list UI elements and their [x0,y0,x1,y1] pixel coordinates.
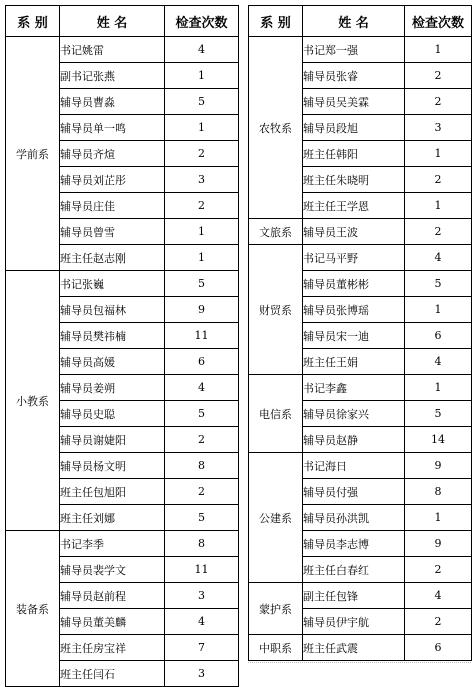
inspection-count-cell: 1 [405,505,472,531]
inspection-count-cell: 11 [165,323,239,349]
inspection-count-cell: 6 [165,349,239,375]
person-name-cell: 辅导员樊祎楠 [60,323,165,349]
inspection-count-cell: 4 [165,609,239,635]
person-name-cell: 辅导员谢婕阳 [60,427,165,453]
header-count: 检查次数 [405,6,472,37]
table-row [6,531,239,557]
inspection-count-cell: 1 [405,141,472,167]
inspection-count-cell: 1 [405,37,472,63]
inspection-count-cell: 2 [405,219,472,245]
inspection-count-cell: 1 [165,219,239,245]
person-name-cell: 辅导员张睿 [303,63,405,89]
inspection-count-cell: 3 [405,115,472,141]
dept-cell: 文旅系 [249,219,303,245]
inspection-count-cell: 4 [405,245,472,271]
table-row [249,219,472,245]
inspection-count-cell: 3 [165,583,239,609]
inspection-count-cell: 2 [405,167,472,193]
person-name-cell: 书记张巍 [60,271,165,297]
table-row [249,583,472,609]
left-table-body [6,37,239,687]
inspection-count-cell: 9 [405,453,472,479]
table-row [249,245,472,271]
header-name: 姓 名 [60,6,165,37]
inspection-count-cell: 5 [165,401,239,427]
person-name-cell: 班主任包旭阳 [60,479,165,505]
inspection-count-cell: 4 [405,583,472,609]
table-gap-divider [248,662,471,663]
person-name-cell: 辅导员伊宇航 [303,609,405,635]
inspection-count-cell: 2 [405,63,472,89]
inspection-count-cell: 4 [405,349,472,375]
person-name-cell: 书记马平野 [303,245,405,271]
inspection-count-cell: 2 [405,609,472,635]
inspection-count-cell: 2 [165,479,239,505]
right-table-body [249,37,472,661]
dept-cell: 公建系 [249,453,303,583]
inspection-count-cell: 5 [405,271,472,297]
person-name-cell: 辅导员王波 [303,219,405,245]
inspection-count-cell: 5 [165,89,239,115]
person-name-cell: 辅导员吴美霖 [303,89,405,115]
person-name-cell: 辅导员段旭 [303,115,405,141]
person-name-cell: 书记姚雷 [60,37,165,63]
person-name-cell: 书记海日 [303,453,405,479]
person-name-cell: 班主任闫石 [60,661,165,687]
person-name-cell: 班主任武震 [303,635,405,661]
table-row [249,375,472,401]
inspection-count-cell: 2 [405,557,472,583]
person-name-cell: 辅导员单一鸣 [60,115,165,141]
person-name-cell: 副主任包锋 [303,583,405,609]
table-row [249,635,472,661]
person-name-cell: 辅导员赵前程 [60,583,165,609]
inspection-count-cell: 8 [165,453,239,479]
inspection-count-cell: 5 [165,505,239,531]
person-name-cell: 辅导员孙洪凯 [303,505,405,531]
person-name-cell: 辅导员庄佳 [60,193,165,219]
inspection-count-cell: 5 [405,401,472,427]
person-name-cell: 班主任房宝祥 [60,635,165,661]
dept-cell: 电信系 [249,375,303,453]
header-row [6,6,239,37]
inspection-count-cell: 3 [165,167,239,193]
person-name-cell: 辅导员徐家兴 [303,401,405,427]
inspection-count-cell: 5 [165,271,239,297]
dept-cell: 中职系 [249,635,303,661]
person-name-cell: 班主任白春红 [303,557,405,583]
person-name-cell: 辅导员董彬彬 [303,271,405,297]
inspection-count-cell: 8 [405,479,472,505]
inspection-count-cell: 7 [165,635,239,661]
person-name-cell: 辅导员齐煊 [60,141,165,167]
inspection-count-cell: 1 [165,245,239,271]
inspection-count-cell: 6 [405,323,472,349]
inspection-count-cell: 4 [165,375,239,401]
inspection-count-cell: 2 [165,193,239,219]
person-name-cell: 班主任朱晓明 [303,167,405,193]
header-name: 姓 名 [303,6,405,37]
table-row [6,271,239,297]
inspection-count-cell: 2 [165,427,239,453]
person-name-cell: 辅导员赵静 [303,427,405,453]
person-name-cell: 辅导员刘芷彤 [60,167,165,193]
table-row [249,37,472,63]
person-name-cell: 书记郑一强 [303,37,405,63]
table-row [249,453,472,479]
inspection-count-cell: 1 [405,297,472,323]
inspection-count-cell: 6 [405,635,472,661]
left-inspection-table [5,5,239,687]
person-name-cell: 书记李季 [60,531,165,557]
dept-cell: 学前系 [6,37,60,271]
person-name-cell: 辅导员李志博 [303,531,405,557]
inspection-count-cell: 9 [165,297,239,323]
table-row [6,37,239,63]
person-name-cell: 辅导员曾雪 [60,219,165,245]
inspection-count-cell: 1 [165,115,239,141]
inspection-count-cell: 2 [405,89,472,115]
inspection-count-cell: 11 [165,557,239,583]
person-name-cell: 辅导员宋一迪 [303,323,405,349]
dept-cell: 小教系 [6,271,60,531]
inspection-count-cell: 2 [165,141,239,167]
inspection-count-cell: 9 [405,531,472,557]
inspection-count-cell: 1 [405,375,472,401]
person-name-cell: 辅导员姜朔 [60,375,165,401]
right-inspection-table [248,5,472,661]
person-name-cell: 辅导员董美麟 [60,609,165,635]
person-name-cell: 班主任王娟 [303,349,405,375]
person-name-cell: 班主任赵志刚 [60,245,165,271]
person-name-cell: 班主任韩阳 [303,141,405,167]
person-name-cell: 辅导员裴学文 [60,557,165,583]
header-row [249,6,472,37]
person-name-cell: 副书记张燕 [60,63,165,89]
person-name-cell: 辅导员付强 [303,479,405,505]
person-name-cell: 班主任王学恩 [303,193,405,219]
person-name-cell: 书记李鑫 [303,375,405,401]
person-name-cell: 辅导员高媛 [60,349,165,375]
dept-cell: 农牧系 [249,37,303,219]
inspection-count-cell: 4 [165,37,239,63]
inspection-count-cell: 1 [405,193,472,219]
header-dept: 系 别 [249,6,303,37]
header-count: 检查次数 [165,6,239,37]
inspection-count-cell: 1 [165,63,239,89]
person-name-cell: 辅导员张博瑶 [303,297,405,323]
person-name-cell: 辅导员曹淼 [60,89,165,115]
person-name-cell: 辅导员包福林 [60,297,165,323]
inspection-count-cell: 14 [405,427,472,453]
person-name-cell: 班主任刘娜 [60,505,165,531]
dept-cell: 财贸系 [249,245,303,375]
dept-cell: 蒙护系 [249,583,303,635]
dept-cell: 装备系 [6,531,60,687]
inspection-count-cell: 3 [165,661,239,687]
person-name-cell: 辅导员杨文明 [60,453,165,479]
header-dept: 系 别 [6,6,60,37]
person-name-cell: 辅导员史聪 [60,401,165,427]
inspection-count-cell: 8 [165,531,239,557]
